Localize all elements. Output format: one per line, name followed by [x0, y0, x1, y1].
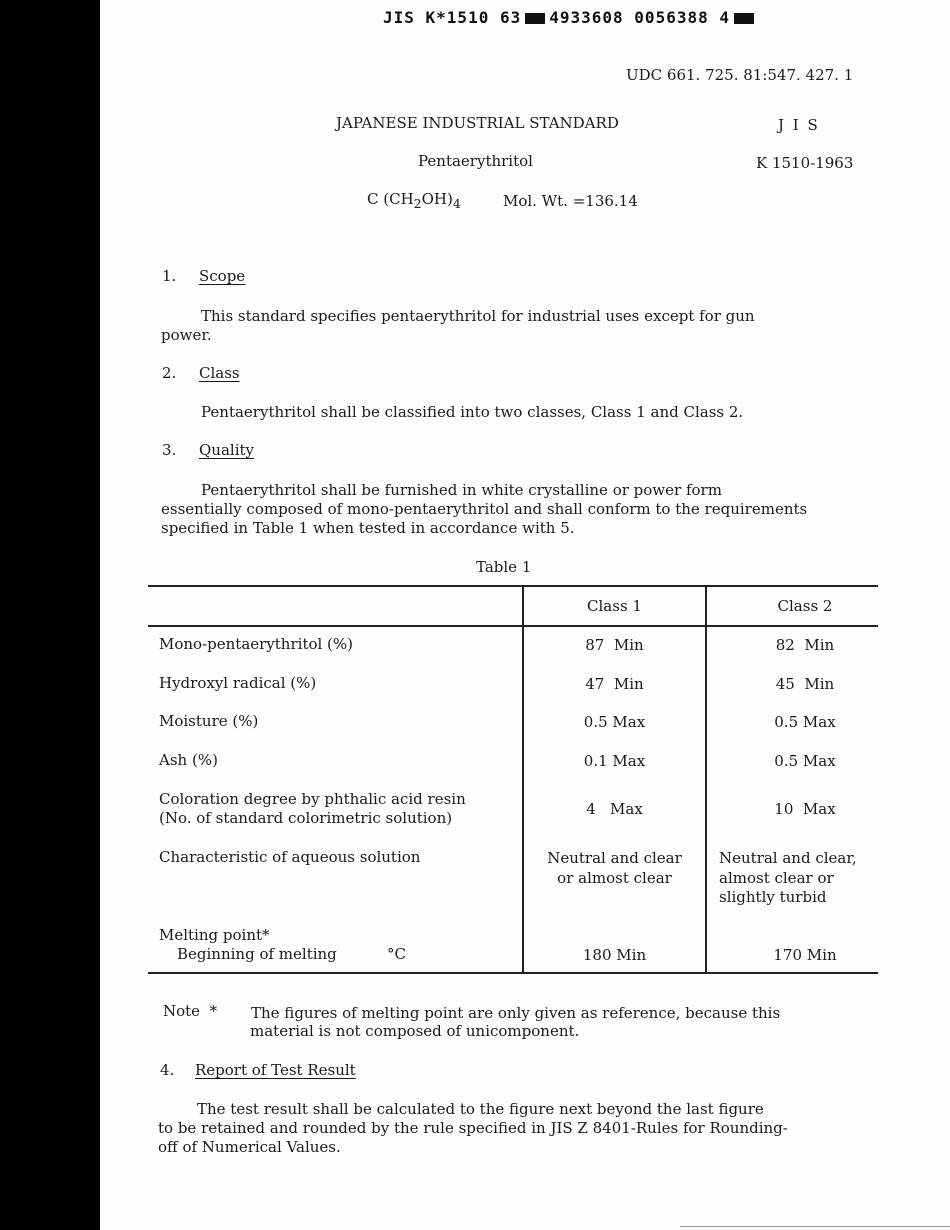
row-item-label: Melting point*	[159, 926, 270, 944]
row-class-2-value: slightly turbid	[719, 888, 827, 906]
row-class-2-value: 0.5 Max	[774, 752, 836, 770]
row-class-2-value: almost clear or	[719, 869, 834, 887]
row-class-1-value: Neutral and clear	[547, 849, 682, 867]
section-1-number: 1.	[162, 267, 177, 285]
organization-title: JAPANESE INDUSTRIAL STANDARD	[336, 114, 619, 132]
row-item-unit: °C	[387, 945, 406, 963]
section-3-title: Quality	[199, 441, 254, 459]
row-class-1-value: 180 Min	[582, 946, 647, 964]
jis-mark: J I S	[778, 116, 820, 134]
row-class-1-value: or almost clear	[557, 869, 672, 887]
quality-line-2: essentially composed of mono-pentaerythritol and shall conform to the requirements	[161, 500, 808, 518]
table-bottom-rule	[148, 972, 878, 974]
table-caption: Table 1	[476, 558, 532, 576]
row-class-2-value: Neutral and clear,	[719, 849, 857, 867]
report-line-1: The test result shall be calculated to the figure next beyond the last figure	[197, 1100, 764, 1118]
row-item-label: (No. of standard colorimetric solution)	[159, 809, 453, 827]
code-right: 4933608 0056388 4	[549, 8, 730, 27]
note-label: Note *	[163, 1002, 218, 1020]
molecular-weight: Mol. Wt. =136.14	[503, 192, 638, 210]
column-header-class-1: Class 1	[587, 597, 642, 615]
row-item-label: Coloration degree by phthalic acid resin	[159, 790, 466, 808]
row-class-2-value: 82 Min	[775, 636, 835, 654]
column-header-class-2: Class 2	[777, 597, 833, 615]
section-1-title: Scope	[199, 267, 246, 285]
row-class-2-value: 170 Min	[773, 946, 837, 964]
black-block-mark	[525, 13, 545, 24]
formula-subscript: 4	[452, 196, 461, 211]
row-item-label: Beginning of melting	[177, 945, 337, 963]
scope-line-1: This standard specifies pentaerythritol for industrial uses except for gun	[201, 307, 755, 325]
table-top-rule	[148, 585, 878, 587]
note-line-1: The figures of melting point are only given as reference, because this	[251, 1004, 781, 1022]
row-item-label: Hydroxyl radical (%)	[159, 674, 317, 692]
udc-number: UDC 661. 725. 81:547. 427. 1	[626, 66, 854, 84]
row-item-label: Characteristic of aqueous solution	[159, 848, 421, 866]
row-class-1-value: 0.5 Max	[583, 713, 646, 731]
section-4-number: 4.	[160, 1061, 175, 1079]
formula-mid: OH)	[421, 190, 453, 208]
quality-line-1: Pentaerythritol shall be furnished in white crystalline or power form	[201, 481, 722, 499]
row-class-2-value: 45 Min	[775, 675, 835, 693]
report-line-3: off of Numerical Values.	[158, 1138, 341, 1156]
section-2-title: Class	[199, 364, 240, 382]
document-code-header	[383, 8, 758, 27]
row-class-1-value: 0.1 Max	[583, 752, 646, 770]
quality-line-3: specified in Table 1 when tested in accordance with 5.	[161, 519, 575, 537]
row-item-label: Moisture (%)	[159, 712, 259, 730]
class-text: Pentaerythritol shall be classified into two classes, Class 1 and Class 2.	[201, 403, 744, 421]
row-class-1-value: 4 Max	[586, 800, 643, 818]
table-header-rule	[148, 625, 878, 627]
section-3-number: 3.	[162, 441, 177, 459]
note-line-2: material is not composed of unicomponent.	[250, 1022, 580, 1040]
standard-number: K 1510-1963	[756, 154, 854, 172]
page-bottom-edge	[680, 1226, 950, 1227]
report-line-2: to be retained and rounded by the rule specified in JIS Z 8401-Rules for Rounding-	[158, 1119, 788, 1137]
document-page	[100, 0, 950, 1230]
row-item-label: Ash (%)	[159, 751, 218, 769]
formula-subscript: 2	[413, 196, 422, 211]
product-name: Pentaerythritol	[418, 152, 533, 170]
section-2-number: 2.	[162, 364, 177, 382]
formula-prefix: C (CH	[367, 190, 414, 208]
black-block-mark	[734, 13, 754, 24]
section-4-title: Report of Test Result	[195, 1061, 356, 1079]
row-class-1-value: 87 Min	[585, 636, 644, 654]
row-class-2-value: 0.5 Max	[774, 713, 836, 731]
code-left: JIS K*1510 63	[383, 8, 522, 27]
scope-line-2: power.	[161, 326, 212, 344]
row-class-2-value: 10 Max	[774, 800, 836, 818]
chemical-formula	[367, 190, 461, 211]
row-class-1-value: 47 Min	[585, 675, 644, 693]
row-item-label: Mono-pentaerythritol (%)	[159, 635, 354, 653]
